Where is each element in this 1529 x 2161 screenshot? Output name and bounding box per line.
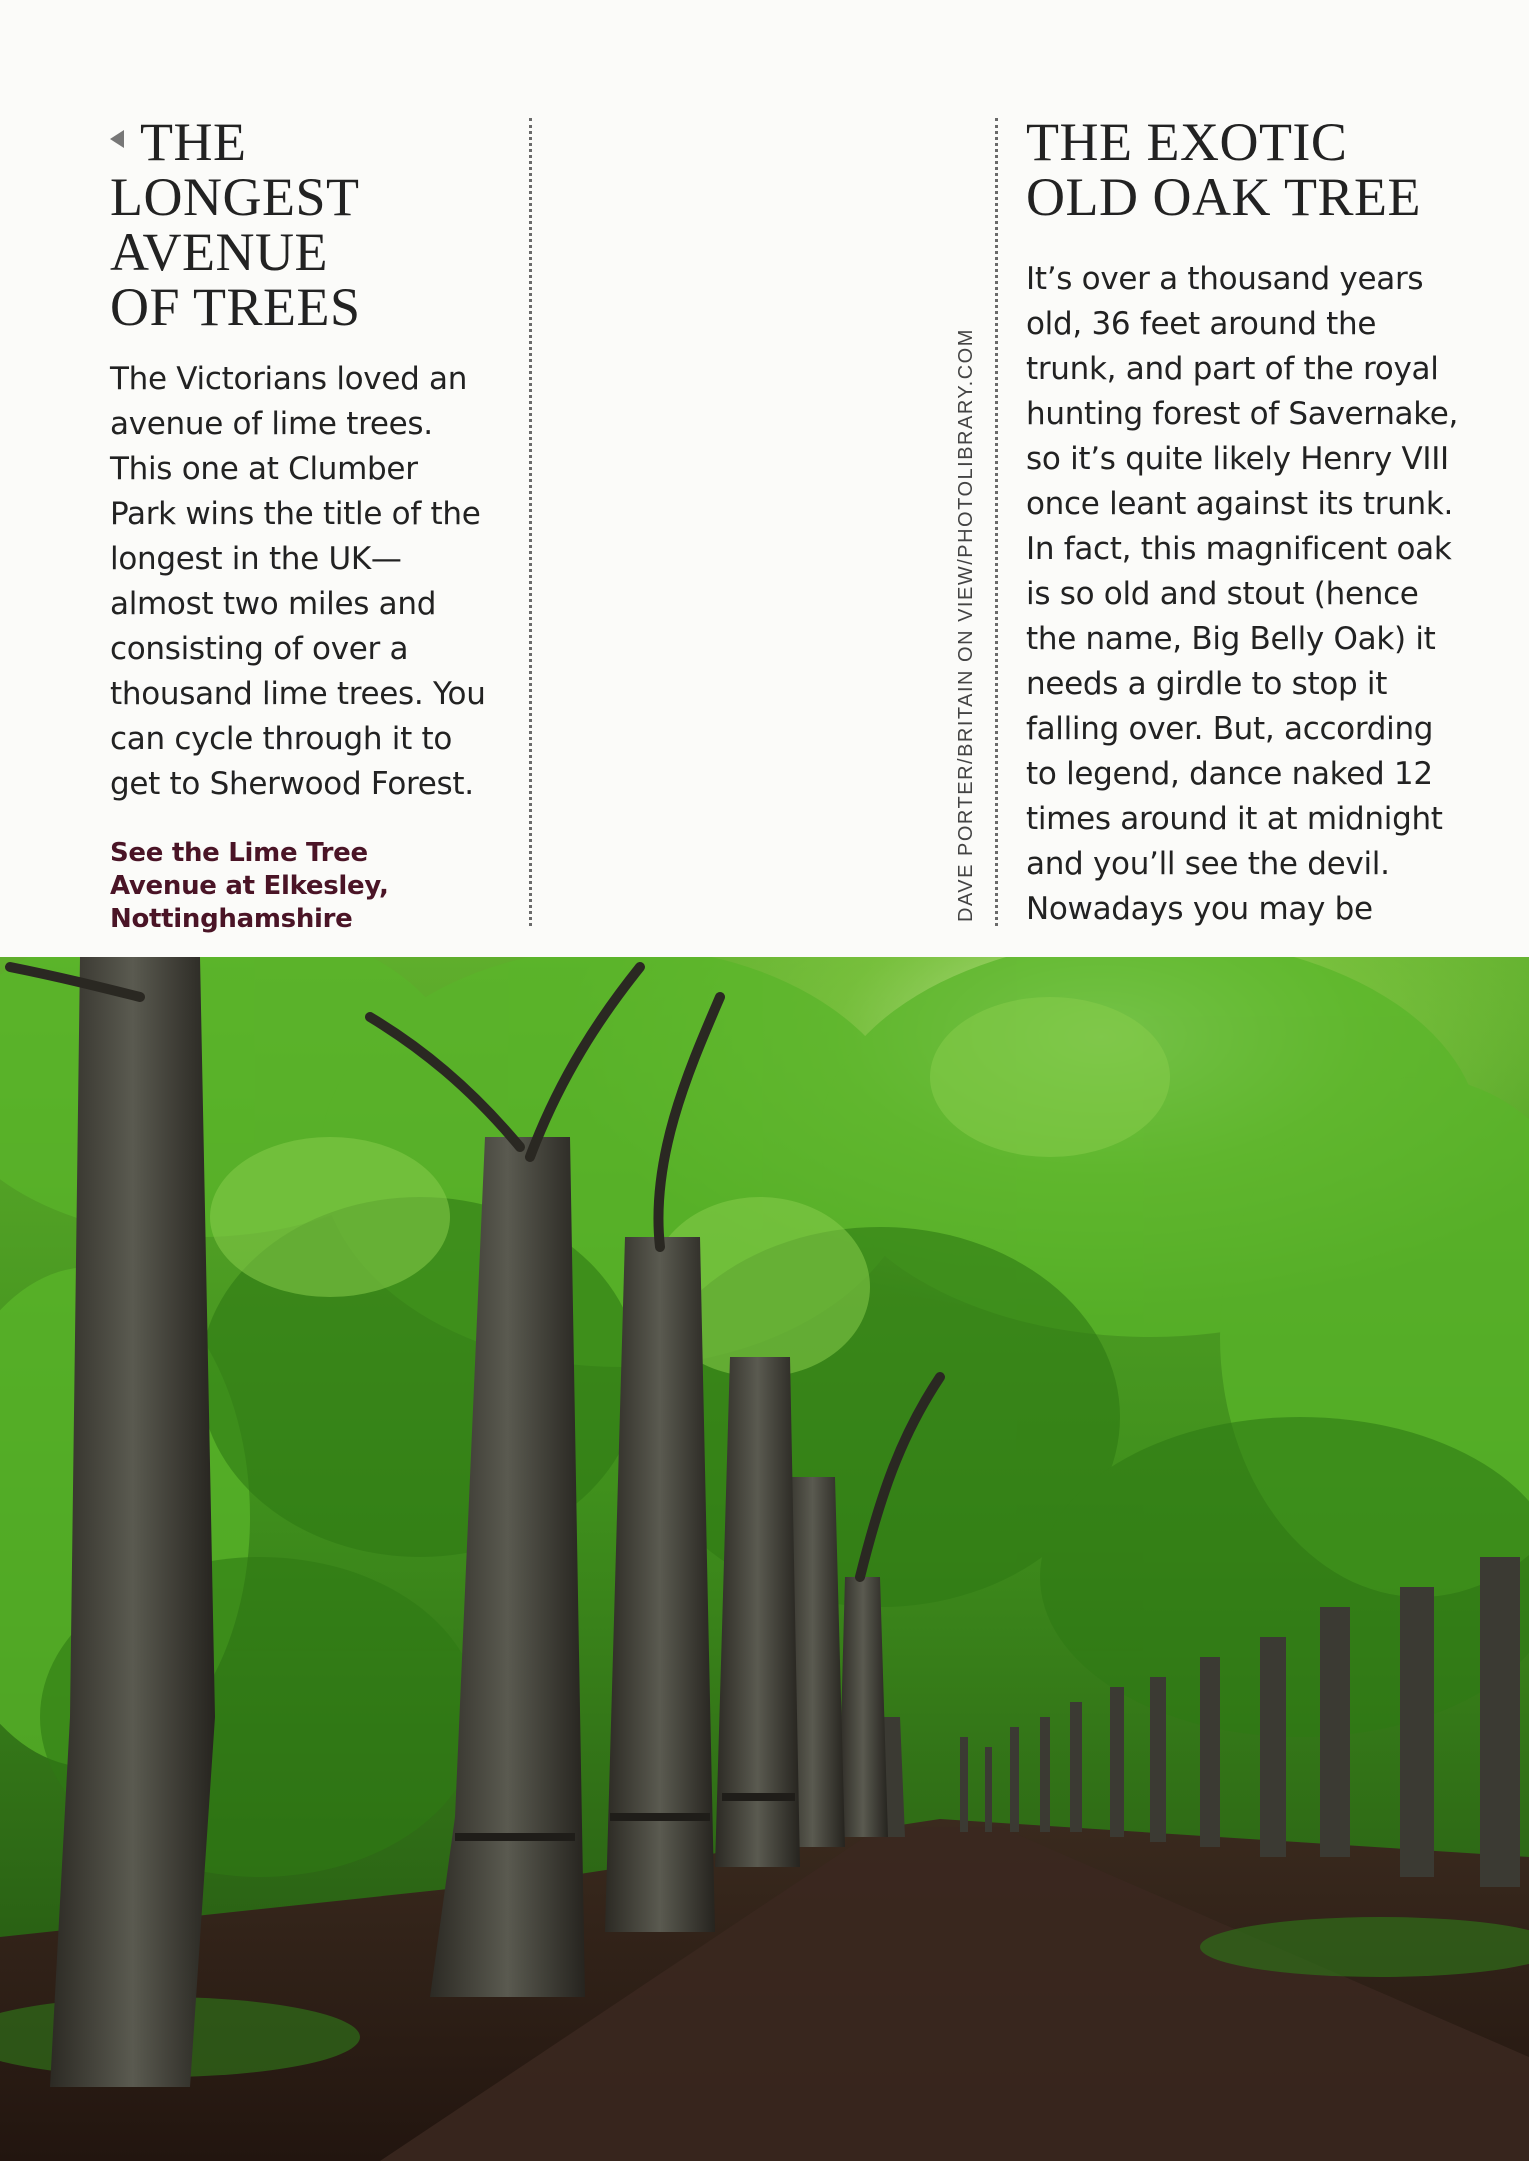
left-article-body: [110, 357, 510, 807]
body-line: can cycle through it to: [110, 721, 453, 757]
body-line: and you’ll see the devil.: [1026, 846, 1390, 882]
body-line: It’s over a thousand years: [1026, 261, 1424, 297]
body-line: longest in the UK—: [110, 541, 402, 577]
avenue-photo: [0, 957, 1529, 2161]
left-title-line: THE: [140, 112, 247, 172]
photo-credit: DAVE PORTER/BRITAIN ON VIEW/PHOTOLIBRARY.COM: [955, 328, 977, 922]
body-line: This one at Clumber: [110, 451, 418, 487]
right-article-title: [1026, 112, 1496, 227]
body-line: Nowadays you may be: [1026, 891, 1373, 927]
left-title-line: LONGEST: [110, 167, 360, 227]
body-line: to legend, dance naked 12: [1026, 756, 1433, 792]
body-line: times around it at midnight: [1026, 801, 1443, 837]
left-article: [110, 112, 510, 936]
left-title-line: AVENUE: [110, 222, 328, 282]
body-line: The Victorians loved an: [110, 361, 468, 397]
location-line: Avenue at Elkesley,: [110, 871, 389, 901]
left-title-line: OF TREES: [110, 277, 361, 337]
body-line: thousand lime trees. You: [110, 676, 486, 712]
left-triangle-icon: [110, 130, 124, 148]
right-article: [1026, 112, 1496, 932]
body-line: almost two miles and: [110, 586, 437, 622]
left-article-title: [110, 112, 510, 337]
location-line: Nottinghamshire: [110, 904, 353, 934]
left-article-location: [110, 837, 510, 936]
body-line: Park wins the title of the: [110, 496, 481, 532]
body-line: trunk, and part of the royal: [1026, 351, 1439, 387]
body-line: get to Sherwood Forest.: [110, 766, 474, 802]
column-divider: [529, 118, 532, 926]
body-line: once leant against its trunk.: [1026, 486, 1454, 522]
body-line: hunting forest of Savernake,: [1026, 396, 1459, 432]
right-title-line: THE EXOTIC: [1026, 112, 1348, 172]
column-divider: [995, 118, 998, 926]
body-line: is so old and stout (hence: [1026, 576, 1419, 612]
body-line: the name, Big Belly Oak) it: [1026, 621, 1436, 657]
body-line: needs a girdle to stop it: [1026, 666, 1388, 702]
body-line: old, 36 feet around the: [1026, 306, 1377, 342]
body-line: avenue of lime trees.: [110, 406, 433, 442]
right-article-body: [1026, 257, 1496, 932]
location-line: See the Lime Tree: [110, 838, 368, 868]
right-title-line: OLD OAK TREE: [1026, 167, 1421, 227]
body-line: In fact, this magnificent oak: [1026, 531, 1452, 567]
body-line: consisting of over a: [110, 631, 409, 667]
body-line: so it’s quite likely Henry VIII: [1026, 441, 1449, 477]
body-line: falling over. But, according: [1026, 711, 1434, 747]
